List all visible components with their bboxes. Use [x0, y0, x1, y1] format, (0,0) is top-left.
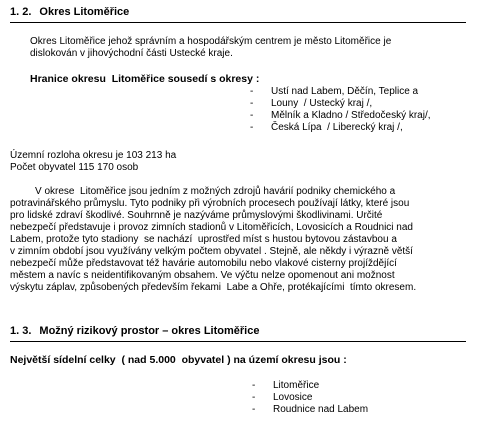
- body-line-1: V okrese Litoměřice jsou jedním z možných zdrojů havárií podniky chemického a: [10, 186, 396, 197]
- body-line-9: výskytu záplav, způsobených především řekami Labe a Ohře, protékajícími tímto okresem.: [10, 282, 417, 293]
- population-stat: Počet obyvatel 115 170 osob: [10, 162, 139, 173]
- body-line-6: v zimním období jsou využívány velkým počtem obyvatel . Stejně, ale někdy i výrazně větší: [10, 246, 413, 257]
- intro-line-1: Okres Litoměřice jehož správním a hospodářským centrem je město Litoměřice je: [30, 36, 392, 47]
- borders-list: [250, 86, 431, 134]
- list-item: - Litoměřice: [252, 380, 368, 392]
- section-number: 1. 2.: [10, 6, 32, 18]
- section-title: Možný rizikový prostor – okres Litoměřice: [39, 325, 260, 337]
- body-line-2: potravinářského průmyslu. Tyto podniky při výrobních procesech používají látky, které jsou: [10, 198, 410, 209]
- list-item: - Ustí nad Labem, Děčín, Teplice a: [250, 86, 431, 98]
- borders-heading: Hranice okresu Litoměřice sousedí s okresy :: [30, 73, 260, 85]
- body-line-8: městem a navíc s neidentifikovaným obsahem. Ve výčtu nelze opomenout ani možnost: [10, 270, 395, 281]
- body-line-7: nebezpečí může představovat též havárie automobilu nebo vlakové cisterny projíždějící: [10, 258, 397, 269]
- body-line-4: nebezpečí představuje i provoz zimních stadionů v Litoměřicích, Lovosicích a Roudnici nad: [10, 222, 413, 233]
- cities-list: [252, 380, 368, 416]
- section-heading-okres: [10, 6, 466, 23]
- list-item: - Lovosice: [252, 392, 368, 404]
- cities-heading: Největší sídelní celky ( nad 5.000 obyvatel ) na území okresu jsou :: [10, 354, 347, 366]
- section-heading-risk-area: [10, 325, 466, 342]
- body-line-3: pro lidské zdraví škodlivé. Souhrnně je nazýváme průmyslovými škodlivinami. Určité: [10, 210, 383, 221]
- section-number: 1. 3.: [10, 325, 32, 337]
- list-item: - Louny / Ustecký kraj /,: [250, 98, 431, 110]
- list-item: - Roudnice nad Labem: [252, 404, 368, 416]
- body-line-5: Labem, protože tyto stadiony se nachází uprostřed míst s hustou bytovou zástavbou a: [10, 234, 397, 245]
- area-stat: Územní rozloha okresu je 103 213 ha: [10, 150, 177, 161]
- section-title: Okres Litoměřice: [39, 6, 130, 18]
- intro-line-2: dislokován v jihovýchodní části Ustecké kraje.: [30, 48, 233, 59]
- list-item: - Mělník a Kladno / Středočeský kraj/,: [250, 110, 431, 122]
- list-item: - Česká Lípa / Liberecký kraj /,: [250, 122, 431, 134]
